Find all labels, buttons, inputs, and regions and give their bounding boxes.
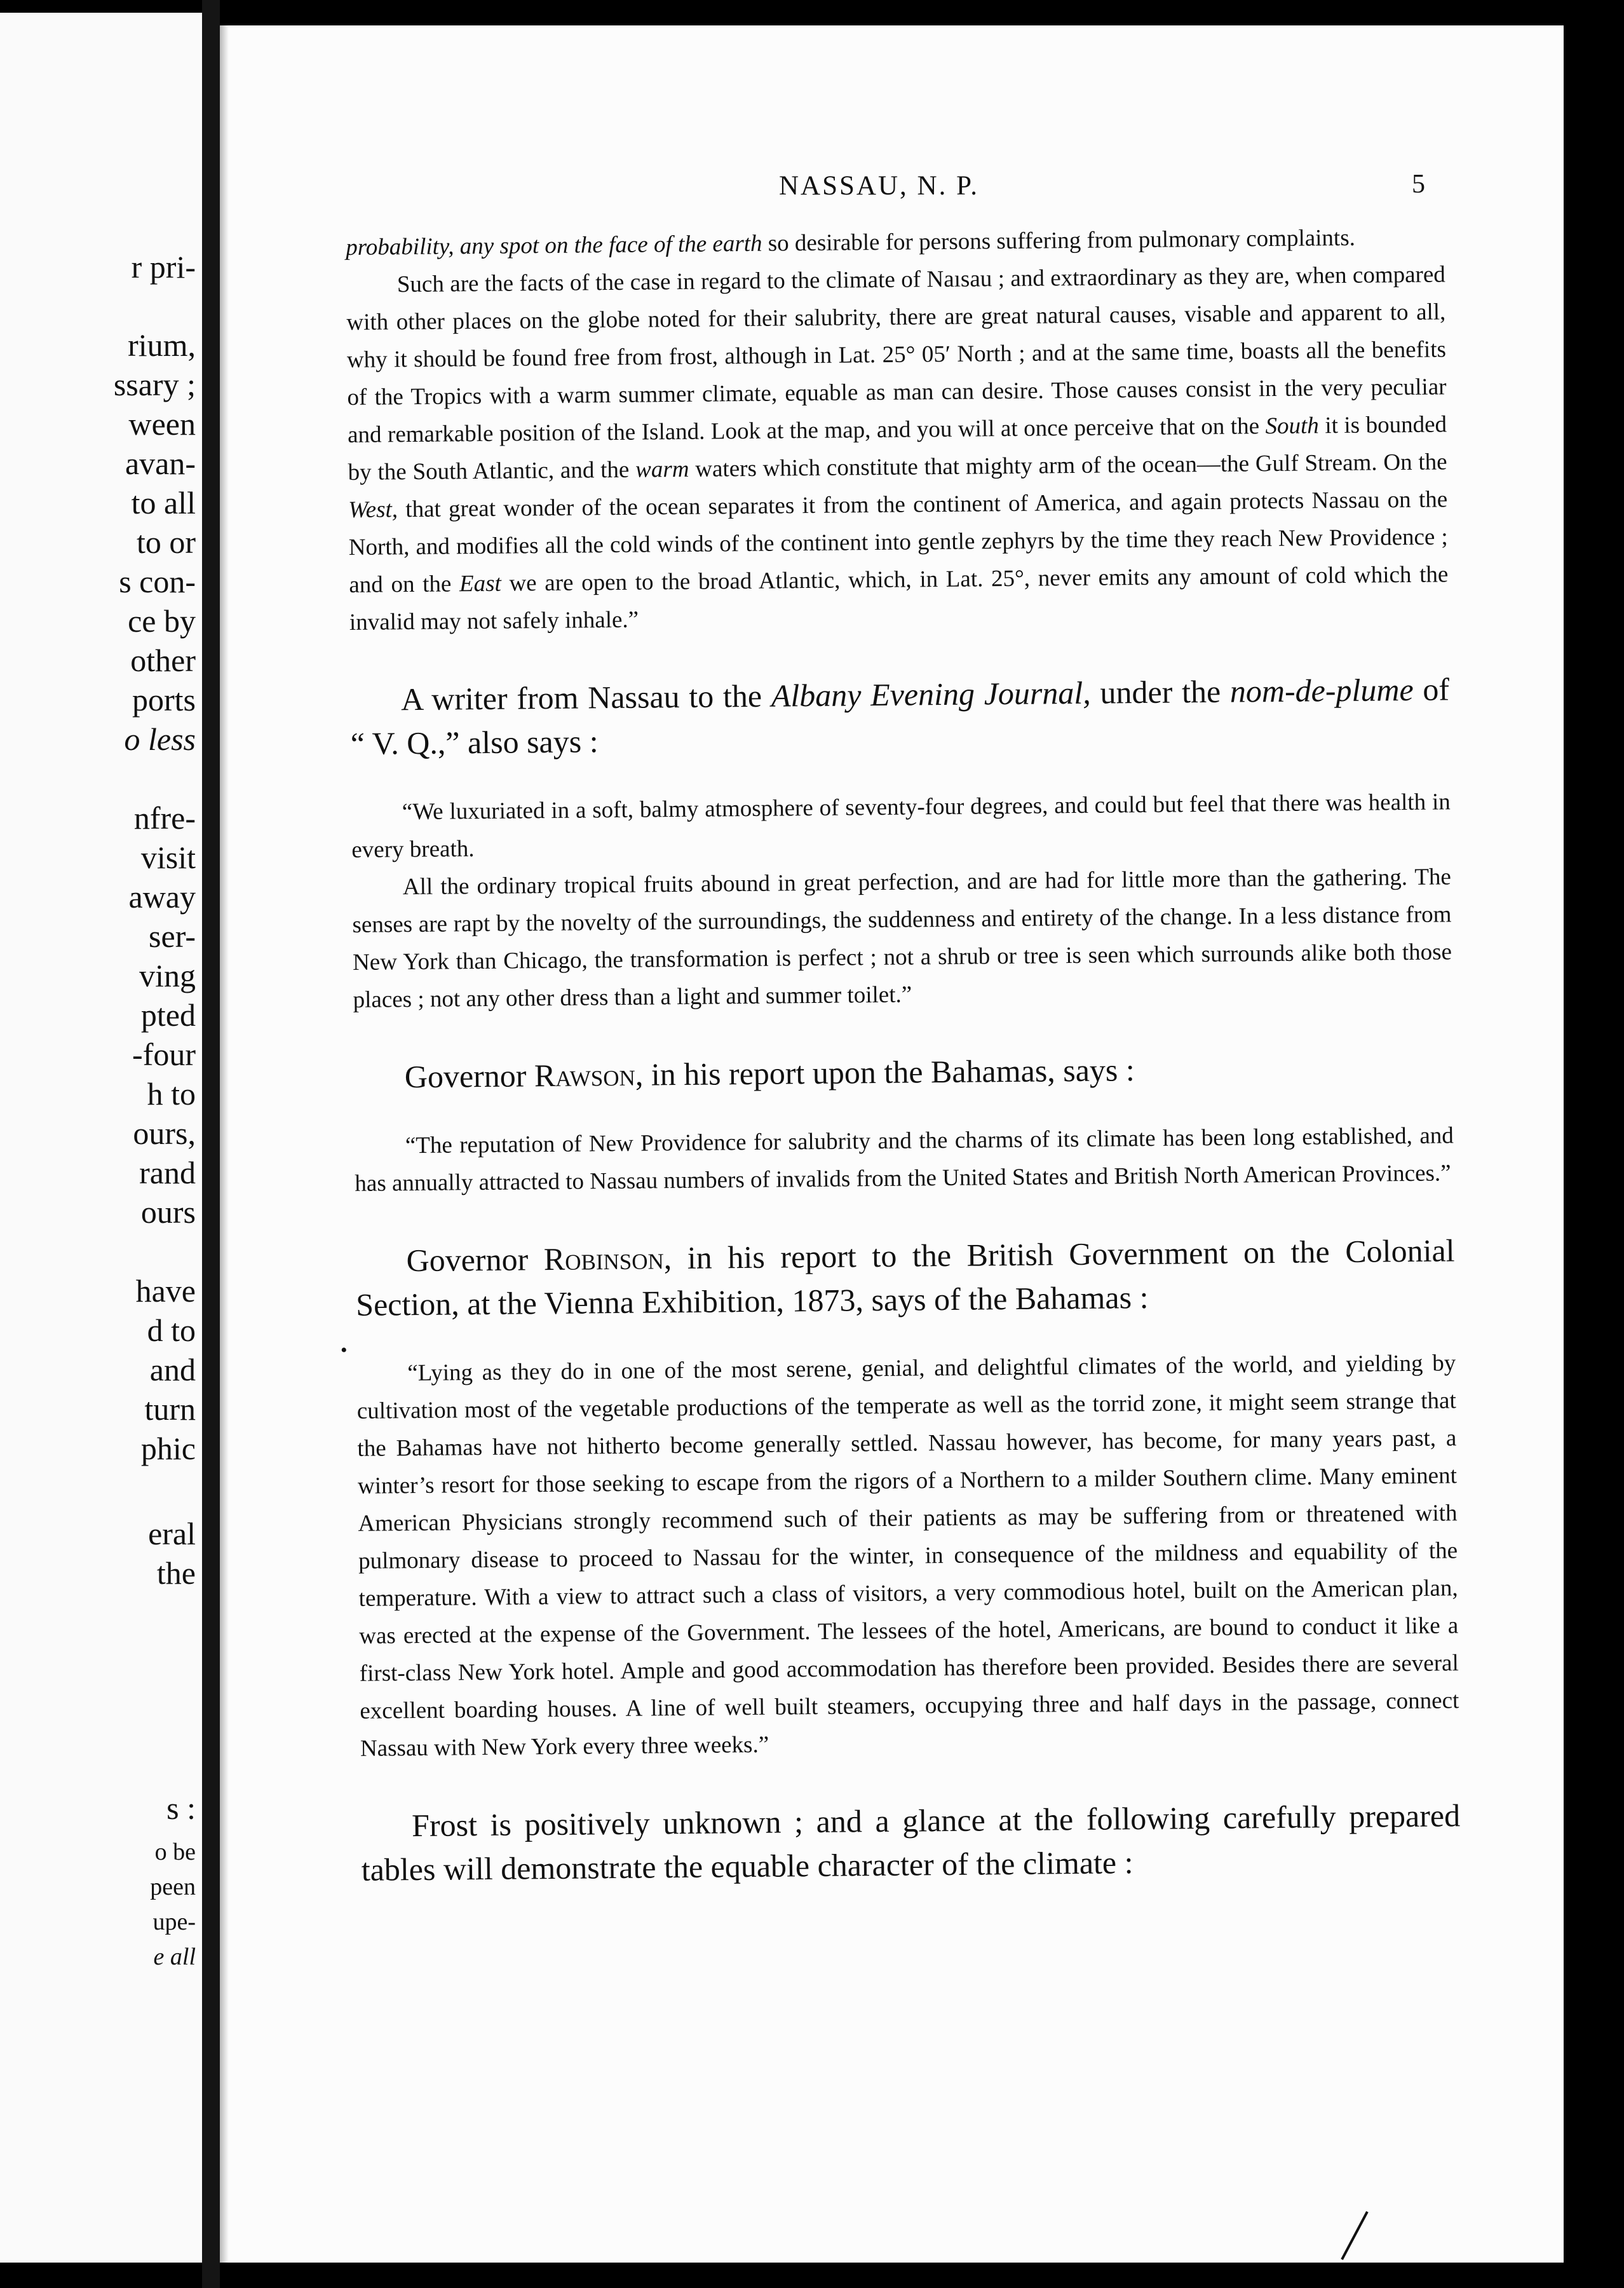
facing-page-text-fragment: to or <box>136 524 196 560</box>
facing-page-text-fragment: s con- <box>119 564 196 599</box>
paragraph-text: Such are the facts of the case in regard to the climate of Naısau ; and extraordinary as they are, when compared with other places on the globe noted for their salubrity, there are great natural causes, visable and apparent to all, why it should be found free from frost, although in Lat. 25° 05′ North ; and at the same time, boasts all the benefits of the Tropics with a warm summer climate, equable as man can desire. Those causes consist in the very peculiar and remarkable position of the Island. Look at the map, and you will at once perceive that on the <box>346 261 1447 448</box>
facing-page-text-fragment: s : <box>166 1790 196 1826</box>
italic-phrase: probability, any spot on the face of the earth <box>346 230 762 261</box>
facing-page-text-fragment: o be <box>154 1839 196 1865</box>
paragraph-text: it is bounded by the South Atlantic, and the <box>348 411 1447 486</box>
paragraph-text: waters which constitute that mighty arm of the ocean—the Gulf Stream. On the <box>689 449 1447 482</box>
facing-page-text-fragment: o less <box>124 721 196 757</box>
facing-page-text-fragment: rand <box>139 1155 196 1190</box>
facing-page-text-fragment: and <box>149 1352 196 1387</box>
facing-page-text-fragment: away <box>128 879 196 915</box>
small-caps-name: Robinson, <box>543 1240 672 1277</box>
facing-page-text-fragment: ours, <box>133 1115 196 1151</box>
quote-vq-1: “We luxuriated in a soft, balmy atmosphere of seventy-four degrees, and could but feel that there was health in every breath. <box>351 789 1451 863</box>
facing-page-text-fragment: eral <box>148 1516 196 1551</box>
paragraph-text: A writer from Nassau to the <box>400 678 772 718</box>
paragraph-governor-rawson <box>353 1045 1453 1100</box>
page-number: 5 <box>1412 170 1425 199</box>
facing-page-text-fragment: avan- <box>125 446 196 481</box>
paragraph-text: in his report to the British Government on the Colonial Section, at the Vienna Exhibition, 1873, says of the Bahamas : <box>355 1232 1455 1323</box>
running-header: NASSAU, N. P. <box>779 171 979 201</box>
facing-page-text-fragment: ssary ; <box>113 367 196 402</box>
quote-rawson: “The reputation of New Providence for salubrity and the charms of its climate has been long established, and has annually attracted to Nassau numbers of invalids from the United States and British North American Provinces.” <box>355 1122 1454 1197</box>
facing-page-text-fragment: upe- <box>152 1909 196 1935</box>
paragraph-text: so desirable for persons suffering from pulmonary complaints. <box>762 224 1356 257</box>
facing-page-text-fragment: visit <box>140 840 196 875</box>
paragraph-text: of “ V. Q.,” also says : <box>350 671 1450 761</box>
paragraph-frost: Frost is positively unknown ; and a glance at the following carefully prepared tables will demonstrate the equable character of the climate : <box>361 1797 1461 1888</box>
facing-page-text-fragment: turn <box>144 1391 196 1427</box>
facing-page-text-fragment: ving <box>139 958 196 993</box>
paragraph-text: under the <box>1090 673 1231 711</box>
italic-word: nom-de-plume <box>1229 671 1414 709</box>
paragraph-climate <box>346 255 1449 641</box>
facing-page-text-fragment: ours <box>140 1194 196 1230</box>
paragraph-text: in his report upon the Bahamas, says : <box>643 1052 1135 1093</box>
facing-page-text-fragment: nfre- <box>133 800 196 836</box>
book-page <box>220 25 1564 2263</box>
italic-word: warm <box>635 456 689 483</box>
facing-page-text-fragment: d to <box>147 1312 196 1348</box>
facing-page-text-fragment: ser- <box>149 918 196 954</box>
facing-page-text-fragment: h to <box>147 1076 196 1112</box>
facing-page-text-fragment: e all <box>153 1944 196 1970</box>
italic-word: South <box>1265 412 1320 440</box>
italic-word: West, <box>348 496 398 523</box>
facing-page-text-fragment: pted <box>140 997 196 1033</box>
italic-title: Albany Evening Journal, <box>771 674 1091 714</box>
book-gutter <box>202 0 220 2288</box>
paragraph-text: that great wonder of the ocean separates it from the continent of America, and again protects Nassau on the North, and modifies all the cold winds of the continent into gentle zephyrs by the time they reach New Providence ; and on the <box>348 486 1448 598</box>
margin-mark: • <box>341 1340 348 1361</box>
facing-page-text-fragment: -four <box>132 1037 196 1072</box>
paragraph-text: Governor <box>406 1241 545 1279</box>
quote-vq-2: All the ordinary tropical fruits abound in great perfection, and are had for little more than the gathering. The senses are rapt by the novelty of the surroundings, the suddenness and entirety of the change. In a less distance from New York than Chicago, the transformation is perfect ; not a shrub or tree is seen which surrounds alike both those places ; not any other dress than a light and summer toilet.” <box>352 864 1452 1013</box>
facing-page-text-fragment: peen <box>150 1874 196 1900</box>
facing-page-text-fragment: other <box>130 643 196 678</box>
facing-page-text-fragment: ween <box>128 406 196 442</box>
quote-robinson: “Lying as they do in one of the most serene, genial, and delightful climates of the world, and yielding by cultivation most of the vegetable productions of the temperate as well as the torrid zone, it might seem strange that the Bahamas have not hitherto become generally settled. Nassau however, has become, for many years past, a winter’s resort for those seeking to escape from the rigors of a Northern to a milder Southern clime. Many eminent American Physicians strongly recommend such of their patients as may be suffering from or threatened with pulmonary disease to proceed to Nassau for the winter, in consequence of the mildness and equability of the temperature. With a view to attract such a class of visitors, a very commodious hotel, built on the American plan, was erected at the expense of the Government. The lessees of the hotel, Americans, are bound to conduct it like a first-class New York hotel. Ample and good accommodation has therefore been provided. Besides there are several excellent boarding houses. A line of well built steamers, occupying three and half days in the passage, connect Nassau with New York every three weeks.” <box>356 1350 1459 1762</box>
facing-page-text-fragment: ports <box>132 682 196 718</box>
facing-page-edge <box>0 13 202 2263</box>
paragraph-governor-robinson <box>355 1229 1455 1327</box>
paragraph-albany-journal <box>350 667 1450 766</box>
paragraph-text: Governor <box>404 1058 535 1095</box>
paragraph-text: we are open to the broad Atlantic, which, in Lat. 25°, never emits any amount of cold which the invalid may not safely inhale.” <box>349 561 1449 636</box>
facing-page-text-fragment: have <box>135 1273 196 1309</box>
facing-page-text-fragment: to all <box>131 485 196 521</box>
facing-page-text-fragment: the <box>156 1555 196 1591</box>
small-caps-name: Rawson, <box>534 1056 644 1094</box>
italic-word: East <box>459 570 502 597</box>
facing-page-text-fragment: r pri- <box>131 249 196 285</box>
page-body <box>346 218 1461 1891</box>
facing-page-text-fragment: ce by <box>128 603 196 639</box>
facing-page-text-fragment: phic <box>140 1431 196 1466</box>
facing-page-text-fragment: rium, <box>128 327 196 363</box>
